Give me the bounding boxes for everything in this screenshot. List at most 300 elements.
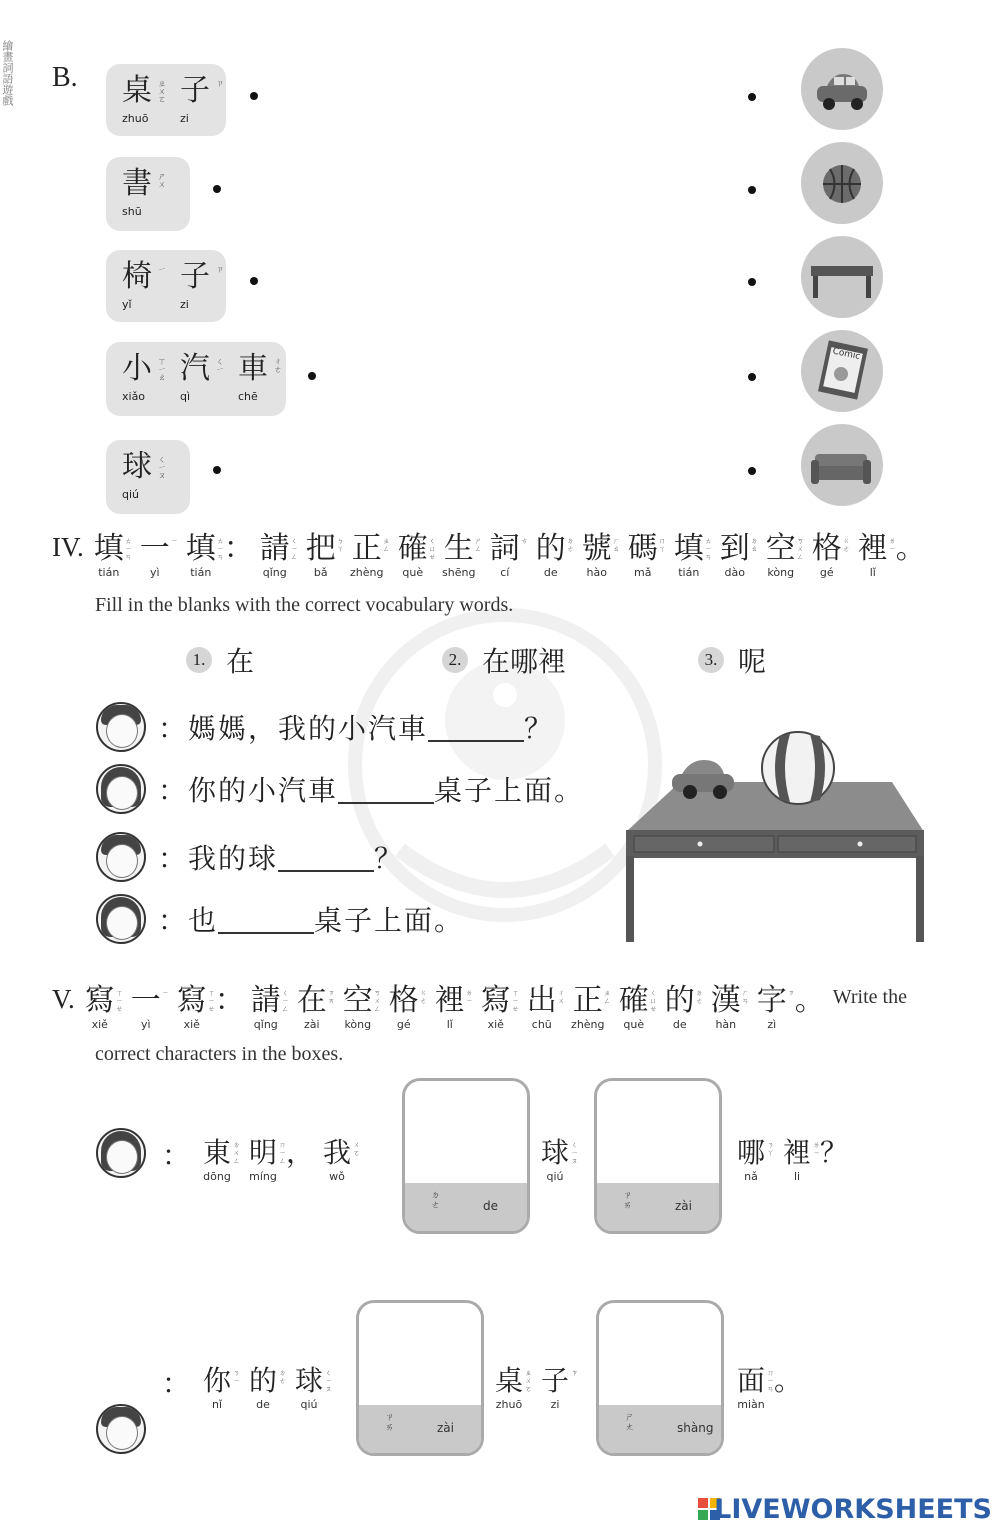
pinyin: qiú <box>122 488 140 501</box>
annotated-character <box>774 1136 820 1183</box>
annotated-character <box>611 984 657 1031</box>
hanzi: 裡 <box>434 983 465 1018</box>
option-1 <box>186 640 254 680</box>
pinyin: yì <box>140 1018 151 1031</box>
hanzi: 裡 <box>857 531 888 566</box>
annotated-character <box>286 1136 314 1183</box>
pinyin <box>224 566 252 579</box>
dialogue-line-4 <box>96 894 464 944</box>
hanzi: 詞 <box>489 531 520 566</box>
dialogue-text-after: ？ <box>374 842 405 875</box>
pinyin: shū <box>122 205 142 218</box>
hanzi: 面 <box>736 1364 765 1397</box>
zhuyin: ㄑㄩㄝ <box>649 989 657 1013</box>
pinyin: zài <box>675 1199 692 1213</box>
pinyin: de <box>483 1199 498 1213</box>
pinyin: xiě <box>91 1018 108 1031</box>
annotated-character <box>215 984 243 1031</box>
hanzi: 小 <box>122 351 152 386</box>
annotated-character <box>178 532 224 579</box>
word-card-yizi[interactable] <box>106 250 226 322</box>
annotated-character <box>896 532 924 579</box>
dialogue-text-after: ？ <box>524 712 555 745</box>
pinyin: lǐ <box>869 566 876 579</box>
annotated-character <box>532 1136 578 1183</box>
annotated-character <box>86 532 132 579</box>
hanzi: 。 <box>774 1364 803 1397</box>
zhuyin: ㄓㄥ <box>382 537 390 553</box>
pinyin: zhèng <box>350 566 384 579</box>
pinyin: hàn <box>715 1018 737 1031</box>
zhuyin: ㄉㄜ <box>566 537 574 553</box>
dialogue-text-after: 桌子上面。 <box>314 904 465 937</box>
option-text: 在 <box>226 645 255 678</box>
pinyin <box>215 1018 243 1031</box>
hanzi: 寫 <box>480 983 511 1018</box>
comic-book-icon[interactable] <box>801 330 883 412</box>
dialogue-line-2 <box>96 764 584 814</box>
pinyin <box>820 1170 848 1183</box>
hanzi: 填 <box>673 531 704 566</box>
zhuyin: ㄍㄜ <box>842 537 850 553</box>
option-number: 1. <box>186 647 212 673</box>
pinyin: zài <box>303 1018 320 1031</box>
hanzi: 子 <box>180 259 210 294</box>
hanzi: 填 <box>93 531 124 566</box>
hanzi: 號 <box>581 531 612 566</box>
hanzi: 東 <box>202 1136 231 1169</box>
hanzi: 的 <box>248 1364 277 1397</box>
pinyin: zi <box>180 112 189 125</box>
zhuyin: ㄑㄩㄝ <box>428 537 436 561</box>
zhuyin: ㄔㄨ <box>557 989 565 1005</box>
hanzi: 生 <box>443 531 474 566</box>
annotated-character <box>486 1364 532 1411</box>
word-card-xiaoqiche[interactable] <box>106 342 286 416</box>
hanzi: 你 <box>202 1364 231 1397</box>
striped-ball-icon <box>762 732 834 804</box>
pinyin: chū <box>531 1018 552 1031</box>
pinyin: dào <box>724 566 745 579</box>
section-iv-number: IV. <box>52 532 84 562</box>
zhuyin: ㄧ <box>170 537 178 545</box>
boy-with-glasses-avatar-icon <box>96 1404 146 1454</box>
zhuyin: ㄔㄜ <box>274 357 282 374</box>
annotated-character <box>528 532 574 579</box>
zhuyin: ㄑㄧ <box>216 357 224 374</box>
pinyin <box>286 1170 314 1183</box>
hanzi: 填 <box>185 531 216 566</box>
bench-icon[interactable] <box>801 236 883 318</box>
write-box-zai-2[interactable] <box>356 1300 484 1456</box>
hanzi: 寫 <box>176 983 207 1018</box>
pinyin: de <box>672 1018 687 1031</box>
pinyin: qǐng <box>253 1018 278 1031</box>
zhuyin: ㄇㄧㄥ <box>279 1141 286 1165</box>
zhuyin: ㄉㄜ <box>695 989 703 1005</box>
pinyin: tián <box>190 566 212 579</box>
option-number: 3. <box>698 647 724 673</box>
sentence-1-part-1 <box>194 1136 360 1183</box>
zhuyin: ㄉㄨㄥ <box>233 1141 240 1165</box>
zhuyin: ㄒㄧㄠ <box>158 357 166 382</box>
annotated-character <box>381 984 427 1031</box>
annotated-character <box>620 532 666 579</box>
match-dot-left-3[interactable] <box>250 277 258 285</box>
annotated-character <box>850 532 896 579</box>
answer-blank-2[interactable] <box>338 774 434 804</box>
pinyin: tián <box>98 566 120 579</box>
dialogue-text-before: ：也 <box>158 904 219 937</box>
boy-avatar-icon <box>96 702 146 752</box>
hanzi: 。 <box>794 983 825 1018</box>
zhuyin: ㄋㄧ <box>233 1369 240 1385</box>
annotated-character <box>820 1136 848 1183</box>
annotated-character <box>194 1136 240 1183</box>
hanzi: 哪 <box>736 1136 765 1169</box>
hanzi: 球 <box>540 1136 569 1169</box>
write-box-footer <box>599 1405 721 1453</box>
pinyin: de <box>543 566 558 579</box>
annotated-character <box>427 984 473 1031</box>
pinyin <box>795 1018 823 1031</box>
annotated-character <box>532 1364 578 1411</box>
zhuyin: ㄓㄨㄛ <box>525 1369 532 1393</box>
annotated-character <box>77 984 123 1031</box>
pinyin: zhuō <box>122 112 149 125</box>
write-box-zai[interactable] <box>594 1078 722 1234</box>
pinyin: zi <box>550 1398 560 1411</box>
hanzi: 明 <box>248 1136 277 1169</box>
pinyin: miàn <box>737 1398 765 1411</box>
pinyin: cí <box>500 566 510 579</box>
pinyin <box>774 1398 802 1411</box>
sentence-2-part-3 <box>728 1364 802 1411</box>
hanzi: 。 <box>895 531 926 566</box>
zhuyin: ㄗ <box>787 989 795 997</box>
pinyin: lǐ <box>446 1018 453 1031</box>
hanzi: 正 <box>572 983 603 1018</box>
zhuyin: ㄒㄧㄝ <box>511 989 519 1013</box>
pinyin: zài <box>437 1421 454 1435</box>
write-box-de[interactable] <box>402 1078 530 1234</box>
hanzi: 一 <box>130 983 161 1018</box>
pinyin: xiǎo <box>122 390 146 403</box>
zhuyin: ㄌㄧ <box>813 1141 820 1157</box>
zhuyin: ㄑㄧㄡ <box>158 455 166 480</box>
annotated-character <box>335 984 381 1031</box>
zhuyin: ㄗ <box>571 1369 578 1377</box>
annotated-character <box>298 532 344 579</box>
table-with-toys-illustration <box>620 730 932 946</box>
zhuyin: ㄧ <box>161 989 169 997</box>
zhuyin: ㄕㄥ <box>474 537 482 553</box>
boy-avatar-icon <box>96 832 146 882</box>
match-dot-left-4[interactable] <box>308 372 316 380</box>
annotated-character <box>240 1136 286 1183</box>
annotated-character <box>519 984 565 1031</box>
liveworksheets-brand: LIVEWORKSHEETS <box>714 1494 992 1525</box>
pinyin: zhèng <box>571 1018 605 1031</box>
zhuyin: ㄎㄨㄥ <box>796 537 804 561</box>
pinyin: nǎ <box>744 1170 758 1183</box>
zhuyin: ㄊㄧㄢ <box>216 537 224 561</box>
match-dot-left-5[interactable] <box>213 466 221 474</box>
hanzi: 一 <box>139 531 170 566</box>
hanzi: ： <box>223 531 254 566</box>
pinyin: xiě <box>487 1018 504 1031</box>
hanzi: 的 <box>535 531 566 566</box>
sentence-1-part-2 <box>532 1136 578 1183</box>
zhuyin: ㄊㄧㄢ <box>704 537 712 561</box>
write-box-footer <box>597 1183 719 1231</box>
annotated-character <box>574 532 620 579</box>
zhuyin: ㄓㄨㄛ <box>158 79 166 104</box>
margin-vertical-text: 繪畫詞語遊戲 <box>1 40 14 106</box>
zhuyin: ㄑㄧㄡ <box>571 1141 578 1165</box>
pinyin: bǎ <box>313 566 328 579</box>
pinyin: gé <box>819 566 834 579</box>
pinyin: què <box>623 1018 645 1031</box>
annotated-character <box>194 1364 240 1411</box>
annotated-character <box>712 532 758 579</box>
pinyin: xiě <box>183 1018 200 1031</box>
pinyin: de <box>256 1398 270 1411</box>
mother-avatar-icon <box>96 764 146 814</box>
annotated-character <box>123 984 169 1031</box>
zhuyin: ㄗㄞ <box>327 989 335 1005</box>
hanzi: 請 <box>259 531 290 566</box>
hanzi: 到 <box>719 531 750 566</box>
pinyin: hào <box>586 566 607 579</box>
zhuyin: ㄑㄧㄥ <box>290 537 298 561</box>
sentence-2-colon: ： <box>162 1367 191 1400</box>
sentence-2-part-1 <box>194 1364 332 1411</box>
pinyin: kòng <box>767 566 795 579</box>
zhuyin: ㄋㄚ <box>767 1141 774 1157</box>
annotated-character <box>482 532 528 579</box>
pinyin: kòng <box>344 1018 372 1031</box>
annotated-character <box>436 532 482 579</box>
basketball-icon[interactable] <box>801 142 883 224</box>
annotated-character <box>243 984 289 1031</box>
annotated-character <box>728 1364 774 1411</box>
hanzi: 正 <box>351 531 382 566</box>
hanzi: 確 <box>618 983 649 1018</box>
section-b-label: B. <box>52 62 78 93</box>
hanzi: 請 <box>250 983 281 1018</box>
sentence-2-part-2 <box>486 1364 578 1411</box>
zhuyin: ㄉㄜ <box>279 1369 286 1385</box>
answer-blank-3[interactable] <box>278 842 374 872</box>
word-card-shu[interactable] <box>106 157 190 231</box>
section-iv-english-instruction: Fill in the blanks with the correct vocabulary words. <box>95 594 514 616</box>
option-text: 呢 <box>738 645 767 678</box>
pinyin: shēng <box>442 566 476 579</box>
annotated-character <box>289 984 335 1031</box>
zhuyin: ㄇㄧㄢ <box>767 1369 774 1393</box>
zhuyin: ㄒㄧㄝ <box>207 989 215 1013</box>
zhuyin: ㄉㄜ <box>431 1191 441 1211</box>
annotated-character <box>774 1364 802 1411</box>
hanzi: 在 <box>296 983 327 1018</box>
zhuyin: ㄍㄜ <box>419 989 427 1005</box>
match-dot-right-1[interactable] <box>748 93 756 101</box>
hanzi: 確 <box>397 531 428 566</box>
annotated-character <box>240 1364 286 1411</box>
word-card-qiu[interactable] <box>106 440 190 514</box>
hanzi: 把 <box>305 531 336 566</box>
match-dot-left-2[interactable] <box>213 185 221 193</box>
pinyin: li <box>793 1170 801 1183</box>
zhuyin: ㄗ <box>216 265 224 274</box>
section-v-number: V. <box>52 984 75 1014</box>
hanzi: 球 <box>294 1364 323 1397</box>
section-v-title <box>52 984 907 1031</box>
annotated-character <box>132 532 178 579</box>
zhuyin: ㄎㄨㄥ <box>373 989 381 1013</box>
zhuyin: ㄌㄧ <box>465 989 473 1005</box>
dialogue-text-before: ：你的小汽車 <box>158 774 339 807</box>
section-iv-title <box>52 532 924 579</box>
annotated-character <box>169 984 215 1031</box>
annotated-character <box>224 532 252 579</box>
hanzi: 字 <box>756 983 787 1018</box>
sentence-1-colon: ： <box>162 1139 191 1172</box>
pinyin: dōng <box>203 1170 231 1183</box>
zhuyin: ㄑㄧㄡ <box>325 1369 332 1393</box>
option-number: 2. <box>442 647 468 673</box>
hanzi: 椅 <box>122 259 152 294</box>
pinyin: qì <box>180 390 191 403</box>
zhuyin: ㄑㄧㄥ <box>281 989 289 1013</box>
sentence-1-part-3 <box>728 1136 848 1183</box>
answer-blank-1[interactable] <box>428 712 524 742</box>
hanzi: 我 <box>322 1136 351 1169</box>
write-box-footer <box>359 1405 481 1453</box>
svg-text:Comic: Comic <box>831 346 862 363</box>
match-dot-right-4[interactable] <box>748 373 756 381</box>
zhuyin: ㄕㄤ <box>625 1413 635 1433</box>
sofa-icon[interactable] <box>801 424 883 506</box>
zhuyin: ㄕㄨ <box>158 172 166 189</box>
option-text: 在哪裡 <box>482 645 567 678</box>
dialogue-text-before: ：媽媽，我的小汽車 <box>158 712 429 745</box>
zhuyin: ㄘ <box>520 537 528 545</box>
hanzi: 寫 <box>84 983 115 1018</box>
dialogue-text-after: 桌子上面。 <box>434 774 585 807</box>
annotated-character <box>252 532 298 579</box>
dialogue-line-1 <box>96 702 554 752</box>
hanzi: ： <box>214 983 245 1018</box>
mother-avatar-icon <box>96 1128 146 1178</box>
pinyin: shàng <box>677 1421 714 1435</box>
hanzi: 漢 <box>710 983 741 1018</box>
annotated-character <box>390 532 436 579</box>
hanzi: ？ <box>820 1136 849 1169</box>
pinyin: qiú <box>546 1170 564 1183</box>
hanzi: 空 <box>765 531 796 566</box>
pinyin: què <box>402 566 424 579</box>
pinyin: míng <box>249 1170 277 1183</box>
pinyin <box>896 566 924 579</box>
annotated-character <box>657 984 703 1031</box>
annotated-character <box>565 984 611 1031</box>
annotated-character <box>666 532 712 579</box>
zhuyin: ㄌㄧ <box>888 537 896 553</box>
annotated-character <box>314 1136 360 1183</box>
match-dot-right-2[interactable] <box>748 186 756 194</box>
car-icon[interactable] <box>801 48 883 130</box>
hanzi: 書 <box>122 166 152 201</box>
pinyin: yì <box>149 566 160 579</box>
section-v-english-instruction-part2: correct characters in the boxes. <box>95 1043 344 1065</box>
match-dot-left-1[interactable] <box>250 92 258 100</box>
annotated-character <box>728 1136 774 1183</box>
hanzi: 汽 <box>180 351 210 386</box>
hanzi: 碼 <box>627 531 658 566</box>
dialogue-line-3 <box>96 832 404 882</box>
annotated-character <box>758 532 804 579</box>
zhuyin: ㄉㄠ <box>750 537 758 553</box>
pinyin: qiú <box>300 1398 318 1411</box>
annotated-character <box>795 984 823 1031</box>
pinyin: yǐ <box>122 298 132 311</box>
annotated-character <box>286 1364 332 1411</box>
match-dot-right-5[interactable] <box>748 467 756 475</box>
word-card-zhuozi[interactable] <box>106 64 226 136</box>
hanzi: 格 <box>388 983 419 1018</box>
write-box-footer <box>405 1183 527 1231</box>
option-2 <box>442 640 566 680</box>
pinyin: nǐ <box>211 1398 223 1411</box>
annotated-character <box>473 984 519 1031</box>
write-box-shang[interactable] <box>596 1300 724 1456</box>
hanzi: 子 <box>180 73 210 108</box>
hanzi: 的 <box>664 983 695 1018</box>
section-v-english-instruction-part1: Write the <box>832 986 907 1008</box>
match-dot-right-3[interactable] <box>748 278 756 286</box>
pinyin: gé <box>396 1018 411 1031</box>
pinyin: tián <box>678 566 700 579</box>
dialogue-text-before: ：我的球 <box>158 842 279 875</box>
pinyin: chē <box>238 390 258 403</box>
zhuyin: ㄗㄞ <box>623 1191 633 1211</box>
mother-avatar-icon <box>96 894 146 944</box>
pinyin: zhuō <box>495 1398 523 1411</box>
hanzi: 出 <box>526 983 557 1018</box>
hanzi: 裡 <box>782 1136 811 1169</box>
pinyin: qǐng <box>262 566 287 579</box>
zhuyin: ㄓㄥ <box>603 989 611 1005</box>
hanzi: 球 <box>122 449 152 484</box>
zhuyin: ㄇㄚ <box>658 537 666 553</box>
pinyin: zì <box>767 1018 777 1031</box>
zhuyin: ㄅㄚ <box>336 537 344 553</box>
annotated-character <box>703 984 749 1031</box>
zhuyin: ㄏㄠ <box>612 537 620 553</box>
annotated-character <box>344 532 390 579</box>
answer-blank-4[interactable] <box>218 904 314 934</box>
hanzi: 桌 <box>122 73 152 108</box>
pinyin: mǎ <box>634 566 652 579</box>
zhuyin: ㄗ <box>216 79 224 88</box>
annotated-character <box>804 532 850 579</box>
zhuyin: ㄊㄧㄢ <box>124 537 132 561</box>
hanzi: 子 <box>540 1364 569 1397</box>
pinyin: zi <box>180 298 189 311</box>
hanzi: 空 <box>342 983 373 1018</box>
